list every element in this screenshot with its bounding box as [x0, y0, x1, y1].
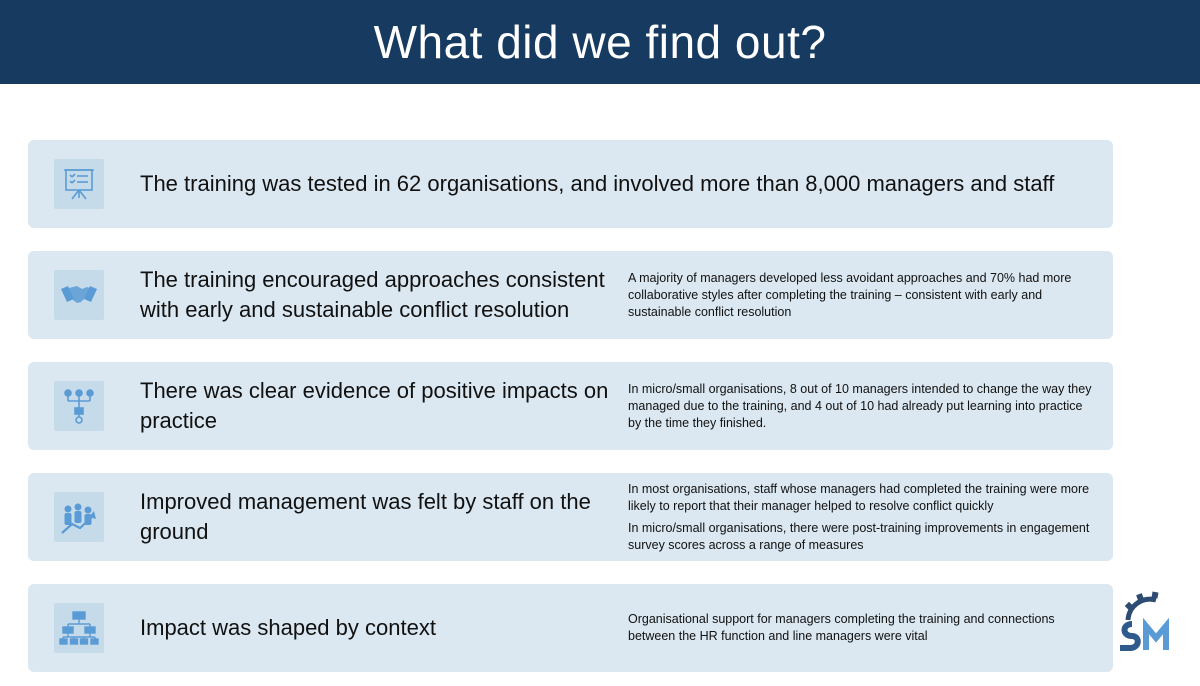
finding-headline: Impact was shaped by context	[140, 615, 436, 640]
finding-detail	[628, 473, 1098, 561]
finding-detail	[628, 251, 1098, 339]
people-growth-icon	[54, 492, 104, 542]
detail-text: Organisational support for managers completing the training and connections between the HR function and line managers were vital	[628, 612, 1055, 643]
presentation-board-icon	[54, 159, 104, 209]
sm-logo	[1112, 590, 1178, 656]
finding-detail	[628, 362, 1098, 450]
detail-text: In most organisations, staff whose managers had completed the training were more likely to report that their manager helped to resolve conflict quickly	[628, 481, 1090, 513]
finding-headline: There was clear evidence of positive impacts on practice	[140, 378, 609, 433]
slide-title: What did we find out?	[373, 16, 827, 68]
finding-row-2	[28, 251, 1113, 339]
finding-headline: Improved management was felt by staff on the ground	[140, 489, 591, 544]
finding-headline: The training was tested in 62 organisations, and involved more than 8,000 managers and staff	[140, 171, 1055, 196]
finding-row-4	[28, 473, 1113, 561]
detail-text: In micro/small organisations, there were post-training improvements in engagement survey scores across a range of measures	[628, 520, 1090, 552]
finding-detail	[628, 584, 1098, 672]
finding-row-5	[28, 584, 1113, 672]
finding-row-3	[28, 362, 1113, 450]
finding-row-1	[28, 140, 1113, 228]
handshake-icon	[54, 270, 104, 320]
process-flow-icon	[54, 381, 104, 431]
org-chart-icon	[54, 603, 104, 653]
detail-text: A majority of managers developed less avoidant approaches and 70% had more collaborative styles after completing the training – consistent with early and sustainable conflict resolution	[628, 270, 1072, 319]
detail-text: In micro/small organisations, 8 out of 10 managers intended to change the way they managed due to the training, and 4 out of 10 had already put learning into practice by the time they finished.	[628, 381, 1092, 430]
finding-headline: The training encouraged approaches consistent with early and sustainable conflict resolution	[140, 267, 605, 322]
title-bar	[0, 0, 1200, 84]
